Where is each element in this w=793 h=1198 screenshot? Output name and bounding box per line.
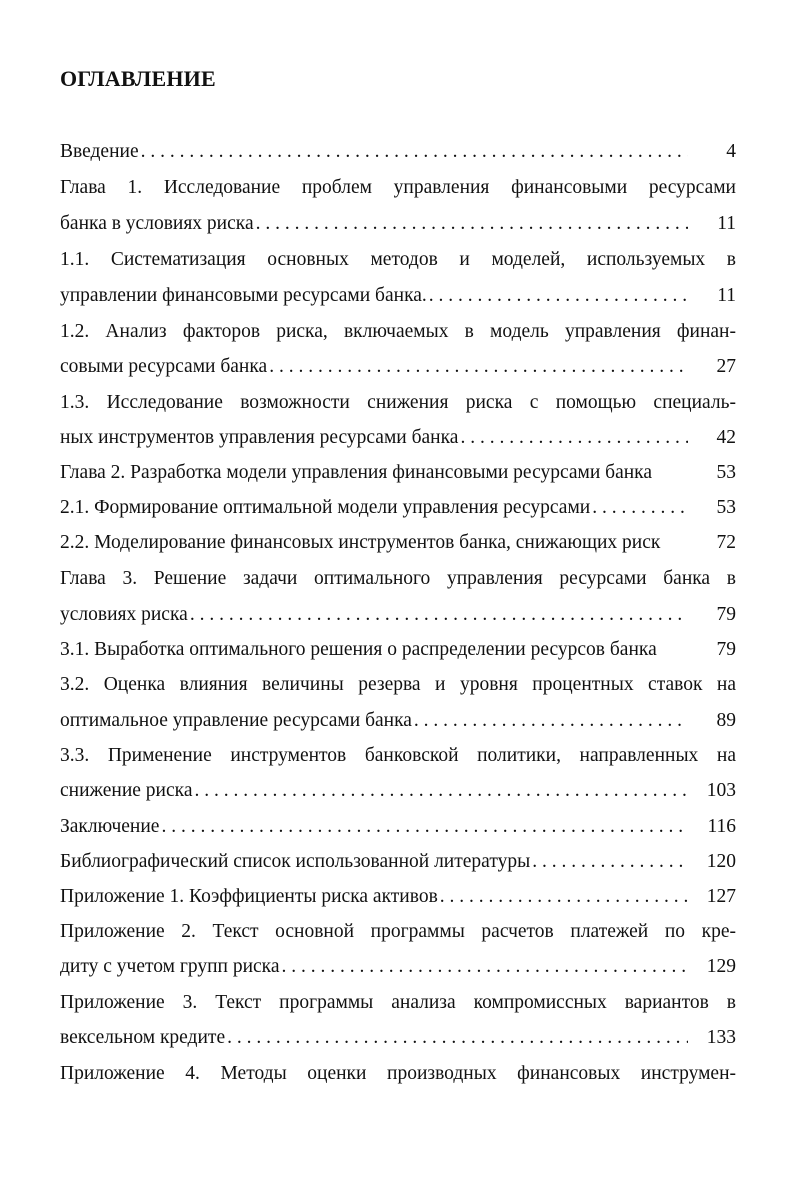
toc-entry-1-3 [60,426,736,450]
toc-page-number: 116 [707,816,736,837]
toc-page-number: 103 [706,780,736,801]
toc-entry-appendix-4-line-1: Приложение 4. Методы оценки производных финансовых инструмен- [60,1063,736,1084]
toc-page-number: 4 [726,141,736,162]
toc-entry-1-2 [60,355,736,379]
toc-entry-3-1 [60,638,736,662]
dot-leader [282,955,688,979]
toc-entry-1-1-line-1: 1.1. Систематизация основных методов и моделей, используемых в [60,249,736,270]
toc-entry-title: 2.2. Моделирование финансовых инструментов банка, снижающих риск [60,532,661,553]
toc-entry-introduction [60,140,736,164]
toc-page-number: 72 [716,532,736,553]
toc-entry-2-2 [60,531,736,555]
toc-entry-title: банка в условиях риска [60,213,254,234]
toc-entry-title: вексельном кредите [60,1027,226,1048]
toc-entry-title: условиях риска [60,604,188,625]
toc-entry-title: ных инструментов управления ресурсами банка [60,427,459,448]
toc-page-number: 129 [706,956,736,977]
dot-leader [440,885,688,909]
toc-entry-title: снижение риска [60,780,193,801]
toc-entry-appendix-2-line-1: Приложение 2. Текст основной программы расчетов платежей по кре- [60,921,736,942]
toc-page-number: 27 [716,356,736,377]
toc-page-number: 53 [716,497,736,518]
toc-entry-title: совыми ресурсами банка [60,356,268,377]
toc-entry-title: диту с учетом групп риска [60,956,280,977]
toc-page-number: 79 [716,604,736,625]
toc-heading: ОГЛАВЛЕНИЕ [60,66,216,91]
dot-leader [190,603,688,627]
toc-entry-appendix-2 [60,955,736,979]
dot-leader [194,779,688,803]
dot-leader [429,284,688,308]
toc-entry-title: Заключение [60,816,160,837]
toc-page-number: 120 [706,851,736,872]
toc-entry-conclusion [60,815,736,839]
toc-entry-1-2-line-1: 1.2. Анализ факторов риска, включаемых в модель управления финан- [60,321,736,342]
toc-page-number: 133 [706,1027,736,1048]
toc-entry-3-3-line-1: 3.3. Применение инструментов банковской политики, направленных на [60,745,736,766]
toc-entry-3-2 [60,709,736,733]
dot-leader [227,1026,688,1050]
toc-entry-3-2-line-1: 3.2. Оценка влияния величины резерва и уровня процентных ставок на [60,674,736,695]
toc-page-number: 89 [716,710,736,731]
dot-leader [592,496,688,520]
toc-entry-title: управлении финансовыми ресурсами банка. [60,285,427,306]
toc-entry-chapter-1 [60,212,736,236]
toc-page-number: 42 [716,427,736,448]
toc-entry-chapter-2 [60,461,736,485]
toc-entry-title: Глава 2. Разработка модели управления финансовыми ресурсами банка [60,462,653,483]
dot-leader [414,709,688,733]
toc-entry-2-1 [60,496,736,520]
toc-entry-title: 3.1. Выработка оптимального решения о распределении ресурсов банка [60,639,657,660]
toc-entry-bibliography [60,850,736,874]
toc-entry-appendix-3 [60,1026,736,1050]
toc-entry-appendix-3-line-1: Приложение 3. Текст программы анализа компромиссных вариантов в [60,992,736,1013]
toc-entry-chapter-3 [60,603,736,627]
toc-entry-title: Введение [60,141,139,162]
dot-leader [161,815,688,839]
toc-entry-1-1 [60,284,736,308]
toc-entry-appendix-1 [60,885,736,909]
toc-page-number: 127 [706,886,736,907]
toc-page-number: 11 [717,213,736,234]
toc-entry-chapter-3-line-1: Глава 3. Решение задачи оптимального управления ресурсами банка в [60,568,736,589]
dot-leader [256,212,688,236]
toc-entry-3-3 [60,779,736,803]
dot-leader [532,850,688,874]
toc-entry-title: Библиографический список использованной литературы [60,851,531,872]
toc-page-number: 53 [716,462,736,483]
toc-entry-title: 2.1. Формирование оптимальной модели управления ресурсами [60,497,591,518]
dot-leader [269,355,688,379]
dot-leader [141,140,688,164]
toc-page-number: 11 [717,285,736,306]
toc-entry-chapter-1-line-1: Глава 1. Исследование проблем управления финансовыми ресурсами [60,177,736,198]
dot-leader [460,426,688,450]
toc-entry-1-3-line-1: 1.3. Исследование возможности снижения риска с помощью специаль- [60,392,736,413]
toc-entry-title: Приложение 1. Коэффициенты риска активов [60,886,438,907]
toc-page-number: 79 [716,639,736,660]
toc-entry-title: оптимальное управление ресурсами банка [60,710,412,731]
